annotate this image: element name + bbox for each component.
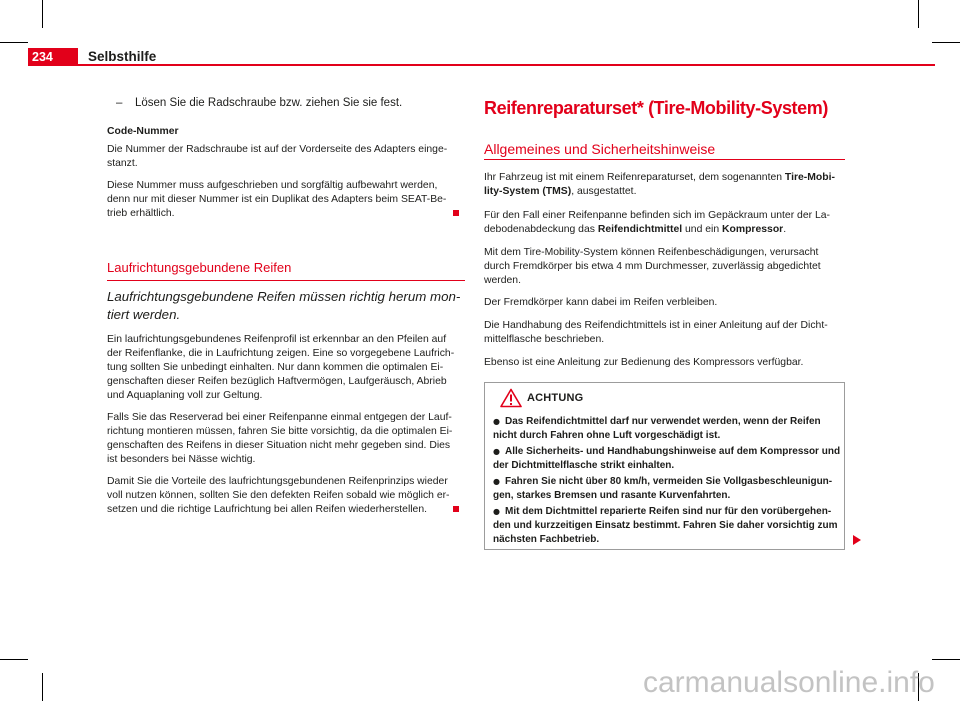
- text-line: Laufrichtungsgebundene Reifen müssen richtig herum mon-: [107, 289, 461, 304]
- text-line: voll nutzen können, sollten Sie den defekten Reifen sobald wie möglich er-: [107, 490, 450, 501]
- text-line: stanzt.: [107, 158, 138, 169]
- text-line: [493, 533, 838, 547]
- text-line: [484, 223, 846, 237]
- page-number: 234: [32, 50, 53, 64]
- watermark: carmanualsonline.info: [643, 666, 935, 699]
- body-paragraph: [484, 209, 846, 237]
- body-paragraph: [484, 356, 846, 370]
- warning-item: [493, 415, 838, 443]
- section-heading: Allgemeines und Sicherheitshinweise: [484, 141, 716, 157]
- warning-item: [493, 475, 838, 503]
- header-rule: [78, 64, 935, 66]
- text-line: Ebenso ist eine Anleitung zur Bedienung des Kompressors verfügbar.: [484, 357, 804, 368]
- warning-text: gen, starkes Bremsen und rasante Kurvenfahrten.: [493, 490, 731, 501]
- text-line: und Aquaplaning voll zur Geltung.: [107, 390, 263, 401]
- warning-text: Alle Sicherheits- und Handhabungshinweise auf dem Kompressor und: [505, 446, 841, 457]
- text-line: Für den Fall einer Reifenpanne befinden sich im Gepäckraum unter der La-: [484, 210, 830, 221]
- text-line: der Reifenflanke, die in Laufrichtung zeigen. Eine so vorgegebene Laufrich-: [107, 348, 455, 359]
- bold-term: Reifendichtmittel: [597, 224, 683, 235]
- bullet-icon: ●: [493, 447, 500, 456]
- text-line: Die Nummer der Radschraube ist auf der Vorderseite des Adapters einge-: [107, 144, 448, 155]
- warning-text: nächsten Fachbetrieb.: [493, 534, 600, 545]
- section-title: Selbsthilfe: [88, 49, 157, 64]
- text-line: [493, 489, 838, 503]
- directional-tires-paragraph: [107, 475, 467, 517]
- text-line: mittelflasche beschrieben.: [484, 334, 605, 345]
- directional-tires-heading: Laufrichtungsgebundene Reifen: [107, 260, 292, 275]
- text-line: [493, 445, 841, 459]
- instruction-step: [116, 96, 402, 110]
- text-line: setzen und die richtige Laufrichtung bei allen Reifen wiederherstellen.: [107, 504, 427, 515]
- text-line: [484, 171, 846, 185]
- crop-mark: [918, 0, 919, 28]
- text-line: werden.: [484, 275, 521, 286]
- text-line: Ein laufrichtungsgebundenes Reifenprofil ist erkennbar an den Pfeilen auf: [107, 334, 447, 345]
- text-line: [493, 505, 838, 519]
- text-run: und ein: [682, 224, 722, 235]
- crop-mark: [0, 42, 28, 43]
- code-number-heading: Code-Nummer: [107, 126, 179, 137]
- crop-mark: [932, 42, 960, 43]
- step-dash: –: [116, 97, 123, 109]
- directional-tires-intro: [107, 288, 460, 324]
- text-line: genschaften des Reifens in dieser Situation nicht mehr gegeben sind. Dies: [107, 440, 451, 451]
- step-text: Lösen Sie die Radschraube bzw. ziehen Sie sie fest.: [135, 97, 403, 109]
- text-line: [493, 429, 838, 443]
- warning-text: nicht durch Fahren ohne Luft vorgeschädigt ist.: [493, 430, 721, 441]
- warning-text: Mit dem Dichtmittel reparierte Reifen sind nur für den vorübergehen-: [505, 506, 832, 517]
- text-line: tung sollten Sie unbedingt einhalten. Nur dann kommen die optimalen Ei-: [107, 362, 444, 373]
- page-number-badge: [28, 48, 78, 66]
- text-run: debodenabdeckung das: [484, 224, 598, 235]
- code-number-paragraph: [107, 179, 467, 221]
- body-paragraph: [484, 319, 846, 347]
- text-line: [493, 415, 838, 429]
- text-line: trieb erhältlich.: [107, 208, 175, 219]
- text-line: denn nur mit dieser Nummer ist ein Duplikat des Adapters beim SEAT-Be-: [107, 194, 447, 205]
- text-line: Falls Sie das Reserverad bei einer Reifenpanne einmal entgegen der Lauf-: [107, 412, 452, 423]
- warning-text: Fahren Sie nicht über 80 km/h, vermeiden Sie Vollgasbeschleunigun-: [505, 476, 833, 487]
- text-line: [493, 459, 838, 473]
- bold-term: Kompressor: [722, 224, 784, 235]
- chapter-title: Reifenreparaturset* (Tire-Mobility-System): [484, 98, 828, 118]
- crop-mark: [0, 659, 28, 660]
- warning-list: [493, 415, 841, 549]
- warning-box: [484, 382, 845, 550]
- text-line: Diese Nummer muss aufgeschrieben und sorgfältig aufbewahrt werden,: [107, 180, 438, 191]
- bullet-icon: ●: [493, 417, 500, 426]
- bold-term: lity-System (TMS): [484, 186, 572, 197]
- text-line: Der Fremdkörper kann dabei im Reifen verbleiben.: [484, 297, 718, 308]
- crop-mark: [932, 659, 960, 660]
- text-line: [484, 185, 846, 199]
- text-line: [493, 519, 838, 533]
- text-line: Mit dem Tire-Mobility-System können Reifenbeschädigungen, verursacht: [484, 247, 819, 258]
- warning-item: [493, 445, 841, 473]
- text-line: ist besonders bei Nässe wichtig.: [107, 454, 256, 465]
- text-line: Die Handhabung des Reifendichtmittels ist in einer Anleitung auf der Dicht-: [484, 320, 828, 331]
- continue-arrow-icon: [853, 535, 861, 545]
- text-line: richtung montieren müssen, fahren Sie bitte vorsichtig, da die optimalen Ei-: [107, 426, 453, 437]
- text-run: , ausgestattet.: [571, 186, 637, 197]
- text-run: Ihr Fahrzeug ist mit einem Reifenreparaturset, dem sogenannten: [484, 172, 785, 183]
- directional-tires-paragraph: [107, 333, 467, 403]
- body-paragraph: [484, 296, 846, 310]
- warning-text: Das Reifendichtmittel darf nur verwendet werden, wenn der Reifen: [505, 416, 821, 427]
- heading-underline: [107, 280, 465, 281]
- bold-term: Tire-Mobi-: [784, 172, 835, 183]
- text-line: durch Fremdkörper bis etwa 4 mm Durchmesser, zuverlässig abgedichtet: [484, 261, 821, 272]
- end-of-section-icon: [453, 506, 459, 512]
- bullet-icon: ●: [493, 507, 500, 516]
- end-of-section-icon: [453, 210, 459, 216]
- bullet-icon: ●: [493, 477, 500, 486]
- code-number-paragraph: [107, 143, 467, 171]
- warning-text: der Dichtmittelflasche strikt einhalten.: [493, 460, 675, 471]
- warning-label: ACHTUNG: [527, 392, 584, 404]
- text-line: tiert werden.: [107, 307, 181, 322]
- text-line: genschaften dieser Reifen bezüglich Haftvermögen, Laufgeräusch, Abrieb: [107, 376, 447, 387]
- warning-triangle-icon: [500, 388, 522, 408]
- text-line: Damit Sie die Vorteile des laufrichtungsgebundenen Reifenprinzips wieder: [107, 476, 448, 487]
- crop-mark: [42, 0, 43, 28]
- directional-tires-paragraph: [107, 411, 467, 467]
- text-run: .: [783, 224, 787, 235]
- crop-mark: [42, 673, 43, 701]
- text-line: [493, 475, 838, 489]
- heading-underline: [484, 159, 845, 160]
- warning-item: [493, 505, 838, 547]
- body-paragraph: [484, 246, 846, 288]
- body-paragraph: [484, 171, 846, 199]
- warning-text: den und kurzzeitigen Einsatz bestimmt. Fahren Sie daher vorsichtig zum: [493, 520, 838, 531]
